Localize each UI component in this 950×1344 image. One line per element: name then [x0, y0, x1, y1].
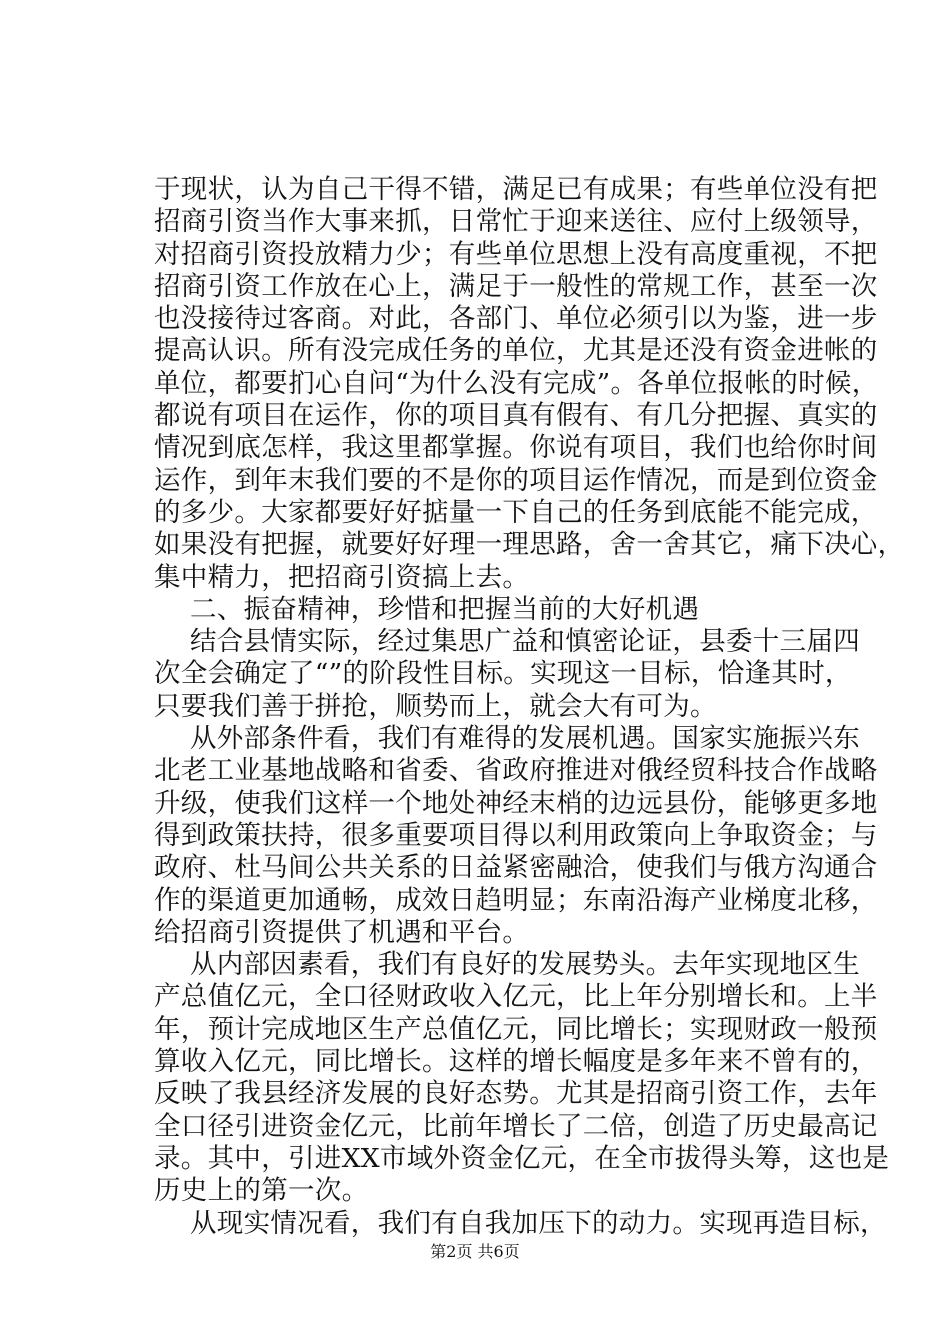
text-line: 从现实情况看，我们有自我加压下的动力。实现再造目标， — [190, 1207, 887, 1239]
text-line: 二、振奋精神，珍惜和把握当前的大好机遇 — [190, 593, 700, 625]
text-line: 历史上的第一次。 — [154, 1175, 369, 1207]
text-line: 结合县情实际，经过集思广益和慎密论证，县委十三届四 — [190, 626, 860, 658]
text-line: 只要我们善于拼抢，顺势而上，就会大有可为。 — [154, 690, 717, 722]
text-line: 反映了我县经济发展的良好态势。尤其是招商引资工作，去年 — [154, 1078, 878, 1110]
text-line: 次全会确定了“”的阶段性目标。实现这一目标，恰逢其时， — [154, 658, 852, 690]
text-line: 得到政策扶持，很多重要项目得以利用政策向上争取资金；与 — [154, 819, 878, 851]
text-line: 录。其中，引进XX市域外资金亿元，在全市拔得头筹，这也是 — [154, 1142, 890, 1174]
text-line: 从外部条件看，我们有难得的发展机遇。国家实施振兴东 — [190, 723, 860, 755]
text-line: 政府、杜马间公共关系的日益紧密融洽，使我们与俄方沟通合 — [154, 852, 878, 884]
text-line: 情况到底怎样，我这里都掌握。你说有项目，我们也给你时间 — [154, 432, 878, 464]
text-line: 集中精力，把招商引资搞上去。 — [154, 561, 530, 593]
text-line: 如果没有把握，就要好好理一理思路，舍一舍其它，痛下决心， — [154, 529, 905, 561]
text-line: 北老工业基地战略和省委、省政府推进对俄经贸科技合作战略 — [154, 755, 878, 787]
text-line: 单位，都要扪心自问“为什么没有完成”。各单位报帐的时候， — [154, 367, 879, 399]
text-line: 招商引资工作放在心上，满足于一般性的常规工作，甚至一次 — [154, 270, 878, 302]
text-line: 于现状，认为自己干得不错，满足已有成果；有些单位没有把 — [154, 174, 878, 205]
document-body — [154, 174, 905, 1240]
text-line: 对招商引资投放精力少；有些单位思想上没有高度重视，不把 — [154, 238, 878, 270]
text-line: 运作，到年末我们要的不是你的项目运作情况，而是到位资金 — [154, 464, 878, 496]
text-line: 升级，使我们这样一个地处神经末梢的边远县份，能够更多地 — [154, 787, 878, 819]
text-line: 的多少。大家都要好好掂量一下自己的任务到底能不能完成， — [154, 496, 878, 528]
text-line: 年，预计完成地区生产总值亿元，同比增长；实现财政一般预 — [154, 1013, 878, 1045]
text-line: 提高认识。所有没完成任务的单位，尤其是还没有资金进帐的 — [154, 335, 878, 367]
text-line: 产总值亿元，全口径财政收入亿元，比上年分别增长和。上半 — [154, 981, 878, 1013]
text-line: 作的渠道更加通畅，成效日趋明显；东南沿海产业梯度北移， — [154, 884, 878, 916]
text-line: 都说有项目在运作，你的项目真有假有、有几分把握、真实的 — [154, 400, 878, 432]
text-line: 从内部因素看，我们有良好的发展势头。去年实现地区生 — [190, 949, 860, 981]
text-line: 也没接待过客商。对此，各部门、单位必须引以为鉴，进一步 — [154, 303, 878, 335]
text-line: 全口径引进资金亿元，比前年增长了二倍，创造了历史最高记 — [154, 1110, 878, 1142]
page-footer: 第2页 共6页 — [430, 1242, 520, 1261]
text-line: 算收入亿元，同比增长。这样的增长幅度是多年来不曾有的， — [154, 1046, 878, 1078]
text-line: 给招商引资提供了机遇和平台。 — [154, 916, 530, 948]
text-line: 招商引资当作大事来抓，日常忙于迎来送往、应付上级领导， — [154, 206, 878, 238]
